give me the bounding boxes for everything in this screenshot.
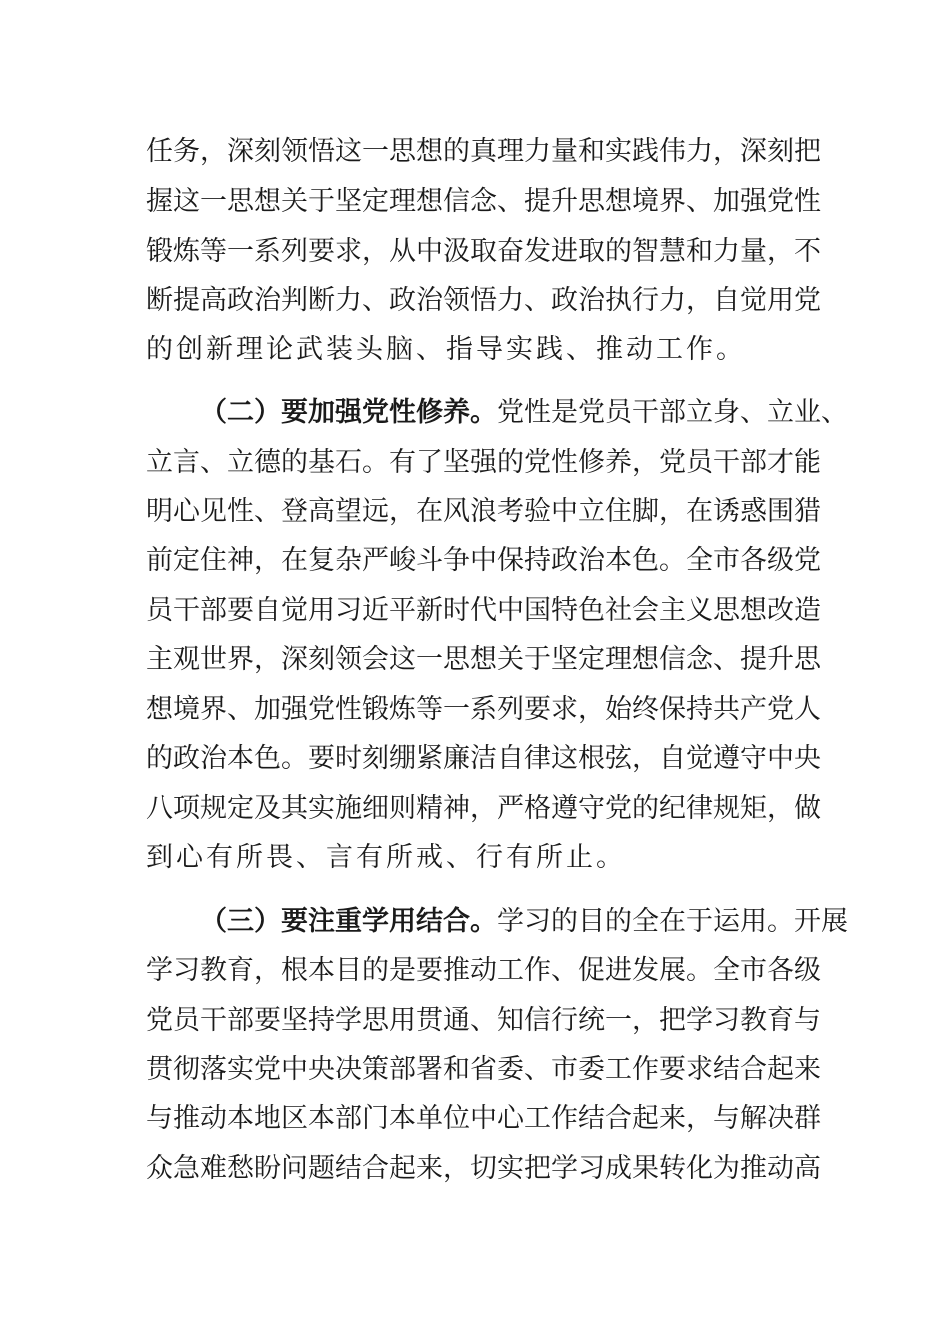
paragraph-1-line-3: 锻炼等一系列要求，从中汲取奋发进取的智慧和力量，不 [146,236,821,267]
paragraph-2-line-7: 想境界、加强党性锻炼等一系列要求，始终保持共产党人 [146,694,821,725]
paragraph-2-line-3: 明心见性、登高望远，在风浪考验中立住脚，在诱惑围猎 [146,496,821,527]
paragraph-2-first-line [200,393,848,433]
paragraph-1-line-1: 任务，深刻领悟这一思想的真理力量和实践伟力，深刻把 [146,136,821,167]
paragraph-2-line-8: 的政治本色。要时刻绷紧廉洁自律这根弦，自觉遵守中央 [146,743,821,774]
paragraph-3-line-5: 与推动本地区本部门本单位中心工作结合起来，与解决群 [146,1103,821,1134]
paragraph-3-first-line-text: 学习的目的全在于运用。开展 [497,906,848,937]
paragraph-2-first-line-text: 党性是党员干部立身、立业、 [497,397,848,428]
paragraph-3-first-line [200,902,848,942]
paragraph-1-line-5: 的创新理论武装头脑、指导实践、推动工作。 [146,334,746,365]
paragraph-3-line-4: 贯彻落实党中央决策部署和省委、市委工作要求结合起来 [146,1054,821,1085]
paragraph-3-line-6: 众急难愁盼问题结合起来，切实把学习成果转化为推动高 [146,1153,821,1184]
paragraph-1-line-4: 断提高政治判断力、政治领悟力、政治执行力，自觉用党 [146,285,821,316]
paragraph-2-line-10: 到心有所畏、言有所戒、行有所止。 [146,842,626,873]
paragraph-2-line-2: 立言、立德的基石。有了坚强的党性修养，党员干部才能 [146,447,821,478]
paragraph-2-line-4: 前定住神，在复杂严峻斗争中保持政治本色。全市各级党 [146,545,821,576]
section-heading-2: （二）要加强党性修养。 [200,397,497,428]
paragraph-3-line-3: 党员干部要坚持学思用贯通、知信行统一，把学习教育与 [146,1005,821,1036]
paragraph-2-line-9: 八项规定及其实施细则精神，严格遵守党的纪律规矩，做 [146,793,821,824]
section-heading-3: （三）要注重学用结合。 [200,906,497,937]
paragraph-1-line-2: 握这一思想关于坚定理想信念、提升思想境界、加强党性 [146,186,821,217]
paragraph-2-line-5: 员干部要自觉用习近平新时代中国特色社会主义思想改造 [146,595,821,626]
paragraph-2-line-6: 主观世界，深刻领会这一思想关于坚定理想信念、提升思 [146,644,821,675]
paragraph-3-line-2: 学习教育，根本目的是要推动工作、促进发展。全市各级 [146,955,821,986]
